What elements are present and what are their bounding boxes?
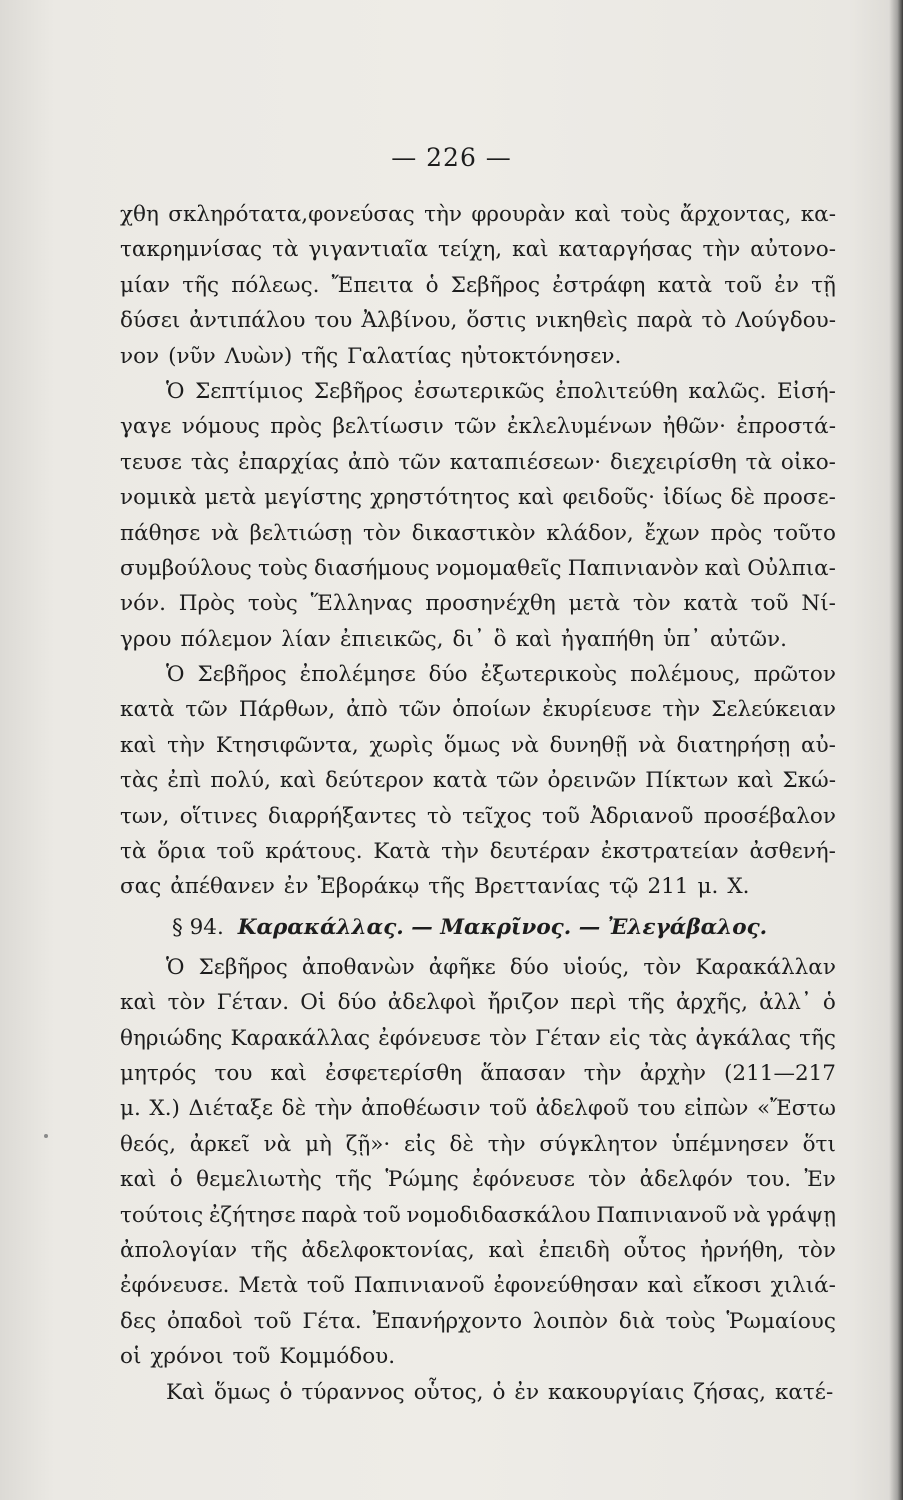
- section-title: Καρακάλλας. — Μακρῖνος. — Ἐλεγάβαλος.: [237, 914, 768, 940]
- text-line: τούτοις ἐζήτησε παρὰ τοῦ νομοδιδασκάλου Παπινιανοῦ νὰ γράψῃ: [120, 1202, 836, 1228]
- text-line: συμβούλους τοὺς διασήμους νομομαθεῖς Παπινιανὸν καὶ Οὐλπια-: [120, 555, 836, 581]
- text-line: Ὁ Σεβῆρος ἐπολέμησε δύο ἐξωτερικοὺς πολέμους, πρῶτον: [166, 662, 836, 688]
- text-line: κατὰ τῶν Πάρθων, ἀπὸ τῶν ὁποίων ἐκυρίευσε τὴν Σελεύκειαν: [120, 697, 836, 723]
- text-line: ἐφόνευσε. Μετὰ τοῦ Παπινιανοῦ ἐφονεύθησαν καὶ εἴκοσι χιλιά-: [120, 1273, 836, 1299]
- section-heading: [120, 905, 836, 950]
- text-line: νομικὰ μετὰ μεγίστης χρηστότητος καὶ φειδοῦς· ἰδίως δὲ προσε-: [120, 485, 836, 511]
- text-line: μίαν τῆς πόλεως. Ἔπειτα ὁ Σεβῆρος ἐστράφη κατὰ τοῦ ἐν τῇ: [120, 272, 836, 298]
- body-text: [120, 197, 836, 1410]
- paragraph: [120, 1375, 836, 1410]
- text-line: τὰ ὅρια τοῦ κράτους. Κατὰ τὴν δευτέραν ἐκστρατείαν ἀσθενή-: [120, 839, 836, 865]
- paragraph: [120, 657, 836, 905]
- text-line: Ὁ Σεβῆρος ἀποθανὼν ἀφῆκε δύο υἱούς, τὸν Καρακάλλαν: [166, 954, 836, 980]
- text-line: θεός, ἀρκεῖ νὰ μὴ ζῇ»· εἰς δὲ τὴν σύγκλητον ὑπέμνησεν ὅτι: [120, 1131, 836, 1157]
- text-line: γαγε νόμους πρὸς βελτίωσιν τῶν ἐκλελυμένων ἠθῶν· ἐπροστά-: [120, 414, 836, 440]
- text-line: μ. Χ.) Διέταξε δὲ τὴν ἀποθέωσιν τοῦ ἀδελφοῦ του εἰπὼν «Ἔστω: [120, 1096, 836, 1122]
- text-line: καὶ τὴν Κτησιφῶντα, χωρὶς ὅμως νὰ δυνηθῇ νὰ διατηρήσῃ αὐ-: [120, 732, 836, 758]
- text-line: Καὶ ὅμως ὁ τύραννος οὗτος, ὁ ἐν κακουργίαις ζήσας, κατέ-: [166, 1379, 834, 1405]
- text-line: καὶ τὸν Γέταν. Οἱ δύο ἀδελφοὶ ἤριζον περὶ τῆς ἀρχῆς, ἀλλ᾽ ὁ: [120, 990, 836, 1016]
- text-line: θηριώδης Καρακάλλας ἐφόνευσε τὸν Γέταν εἰς τὰς ἀγκάλας τῆς: [120, 1025, 836, 1051]
- text-line: γρου πόλεμον λίαν ἐπιεικῶς, δι᾽ ὃ καὶ ἠγαπήθη ὑπ᾽ αὐτῶν.: [120, 626, 787, 652]
- paper-speck: [44, 1134, 48, 1138]
- paragraphs-before-section: [120, 197, 836, 905]
- page-number: — 226 —: [391, 143, 512, 172]
- text-line: ἀπολογίαν τῆς ἀδελφοκτονίας, καὶ ἐπειδὴ οὗτος ἠρνήθη, τὸν: [120, 1237, 836, 1263]
- text-line: καὶ ὁ θεμελιωτὴς τῆς Ῥώμης ἐφόνευσε τὸν ἀδελφόν του. Ἐν: [120, 1167, 836, 1193]
- text-line: τευσε τὰς ἐπαρχίας ἀπὸ τῶν καταπιέσεων· διεχειρίσθη τὰ οἰκο-: [120, 449, 836, 475]
- text-line: σας ἀπέθανεν ἐν Ἐβοράκῳ τῆς Βρεττανίας τῷ 211 μ. Χ.: [120, 874, 750, 900]
- text-line: Ὁ Σεπτίμιος Σεβῆρος ἐσωτερικῶς ἐπολιτεύθη καλῶς. Εἰσή-: [166, 378, 836, 404]
- text-line: των, οἵτινες διαρρήξαντες τὸ τεῖχος τοῦ Ἀδριανοῦ προσέβαλον: [120, 803, 836, 829]
- text-line: χθη σκληρότατα,φονεύσας τὴν φρουρὰν καὶ τοὺς ἄρχοντας, κα-: [120, 202, 836, 227]
- text-line: πάθησε νὰ βελτιώσῃ τὸν δικαστικὸν κλάδον, ἔχων πρὸς τοῦτο: [120, 520, 836, 546]
- text-line: τακρημνίσας τὰ γιγαντιαῖα τείχη, καὶ καταργήσας τὴν αὐτονο-: [120, 237, 836, 263]
- text-line: οἱ χρόνοι τοῦ Κομμόδου.: [120, 1344, 396, 1370]
- paragraphs-after-section: [120, 950, 836, 1410]
- text-line: δες ὀπαδοὶ τοῦ Γέτα. Ἐπανήρχοντο λοιπὸν διὰ τοὺς Ῥωμαίους: [120, 1308, 836, 1334]
- section-number: § 94.: [172, 914, 224, 940]
- text-line: δύσει ἀντιπάλου του Ἀλβίνου, ὅστις νικηθεὶς παρὰ τὸ Λούγδου-: [120, 308, 836, 334]
- page-binding-shadow: [889, 0, 903, 1500]
- text-line: τὰς ἐπὶ πολύ, καὶ δεύτερον κατὰ τῶν ὀρεινῶν Πίκτων καὶ Σκώ-: [120, 768, 836, 794]
- paragraph: [120, 197, 836, 374]
- paragraph: [120, 374, 836, 657]
- text-line: μητρός του καὶ ἐσφετερίσθη ἅπασαν τὴν ἀρχὴν (211—217: [120, 1060, 836, 1086]
- text-line: νόν. Πρὸς τοὺς Ἕλληνας προσηνέχθη μετὰ τὸν κατὰ τοῦ Νί-: [120, 591, 836, 617]
- paragraph: [120, 950, 836, 1375]
- text-line: νον (νῦν Λυὼν) τῆς Γαλατίας ηὐτοκτόνησεν.: [120, 343, 622, 369]
